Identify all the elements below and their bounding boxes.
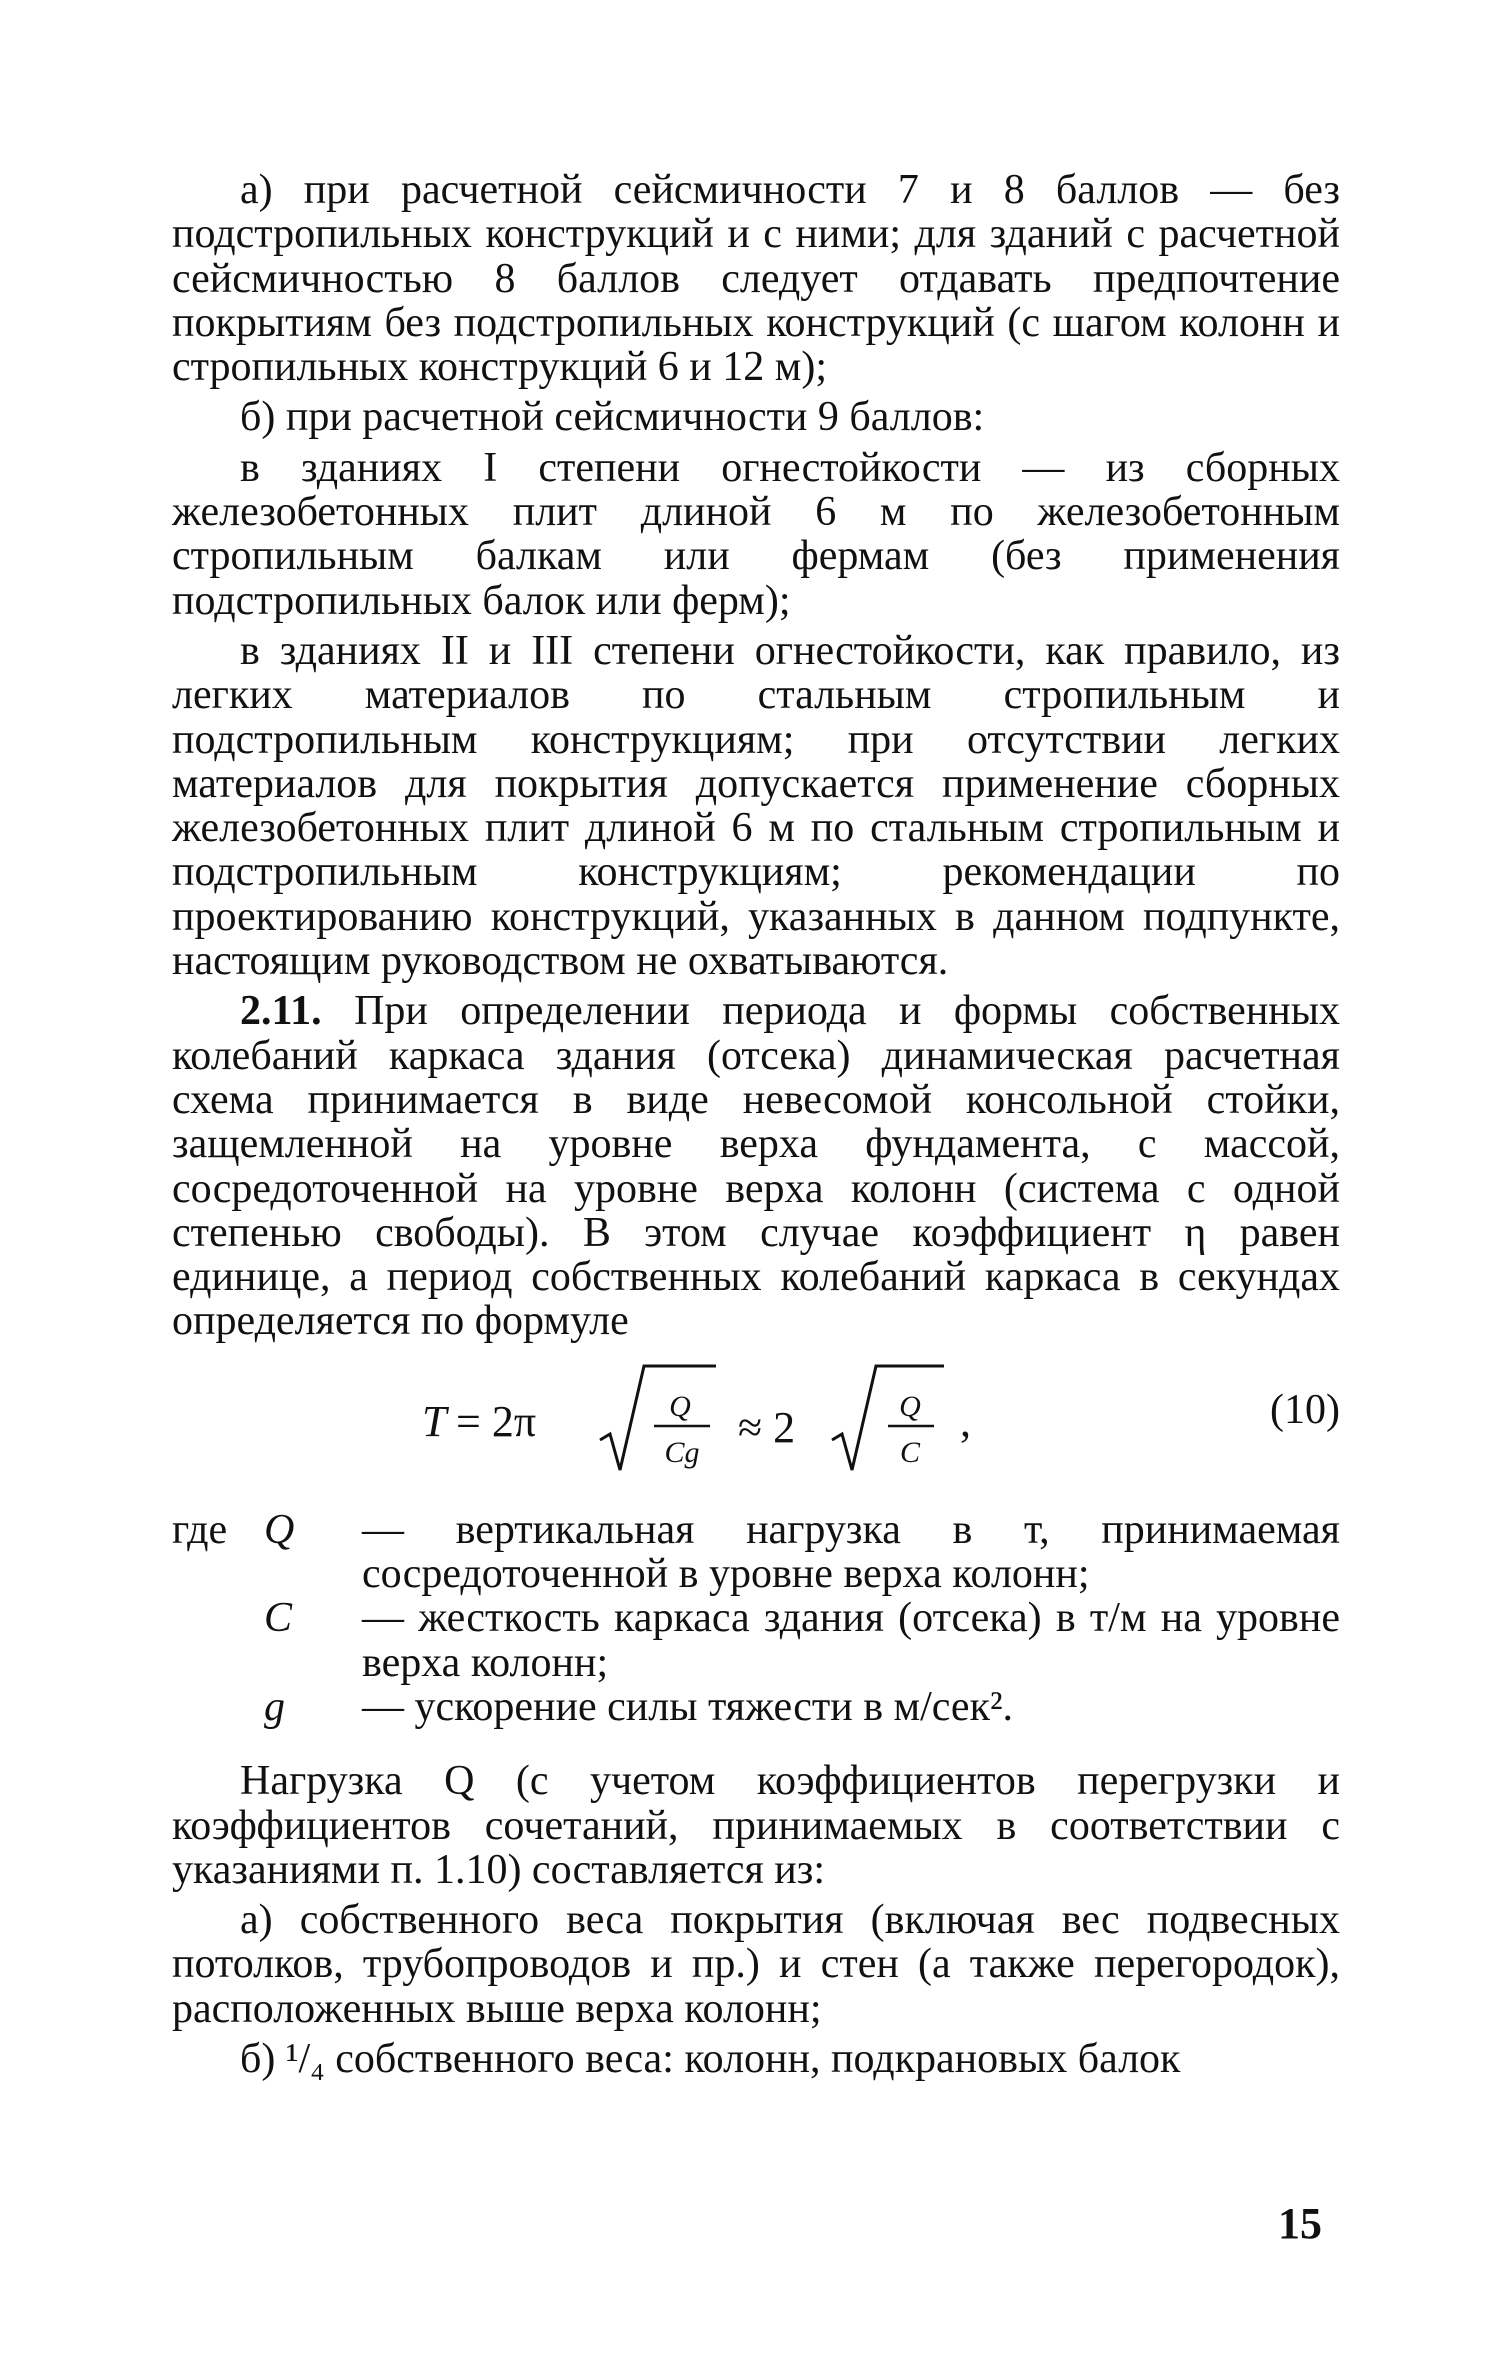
formula-numerator-2: Q — [899, 1389, 921, 1423]
page-body — [172, 168, 1340, 2081]
paragraph-load-a: а) собственного веса покрытия (включая вес подвесных потолков, трубопроводов и пр.) и стен (а также перегородок), расположенных выше верха колонн; — [172, 1897, 1340, 2032]
formula-10 — [172, 1358, 1340, 1478]
sqrt-sign-2 — [832, 1366, 944, 1470]
where-list — [172, 1508, 1340, 1729]
formula-number: (10) — [1270, 1386, 1340, 1433]
where-symbol: Q — [264, 1506, 295, 1553]
formula-approx: ≈ 2 — [738, 1402, 796, 1452]
section-text: При определении периода и формы собственных колебаний каркаса здания (отсека) динамическая расчетная схема принимается в виде невесомой консольной стойки, защемленной на уровне верха фундамента, с массой, сосредоточенной на уровне верха колонн (система с одной степенью свободы). В этом случае коэффициент η равен единице, а период собственных колебаний каркаса в секундах определяется по формуле — [172, 988, 1340, 1345]
where-definition: — ускорение силы тяжести в м/сек². — [362, 1683, 1014, 1730]
paragraph-a: а) при расчетной сейсмичности 7 и 8 баллов — без подстропильных конструкций и с ними; для зданий с расчетной сейсмичностью 8 баллов следует отдавать предпочтение покрытиям без подстропильных конструкций (с шагом колонн и стропильных конструкций 6 и 12 м); — [172, 167, 1340, 391]
formula-denominator-2: C — [899, 1435, 921, 1469]
formula-expression — [422, 1358, 1122, 1478]
paragraph-load: Нагрузка Q (с учетом коэффициентов перегрузки и коэффициентов сочетаний, принимаемых в соответствии с указаниями п. 1.10) составляется из: — [172, 1758, 1340, 1893]
where-definition: — вертикальная нагрузка в т, принимаемая сосредоточенной в уровне верха колонн; — [362, 1506, 1340, 1598]
paragraph-b-fire-class-1: в зданиях I степени огнестойкости — из сборных железобетонных плит длиной 6 м по железобетонным стропильным балкам или фермам (без применения подстропильных балок или ферм); — [172, 444, 1340, 624]
where-item-g — [172, 1685, 1340, 1729]
formula-denominator-1: Cg — [664, 1435, 700, 1469]
formula-lhs: T — [422, 1396, 447, 1446]
where-symbol: C — [264, 1595, 293, 1642]
formula-eq: = 2π — [456, 1396, 537, 1446]
where-item-c — [172, 1596, 1340, 1685]
where-symbol: g — [264, 1683, 285, 1730]
where-definition: — жесткость каркаса здания (отсека) в т/м на уровне верха колонн; — [362, 1595, 1340, 1686]
formula-comma: , — [960, 1396, 971, 1446]
paragraph-b-fire-class-2-3: в зданиях II и III степени огнестойкости, как правило, из легких материалов по стальным стропильным и подстропильным конструкциям; при отсутствии легких материалов для покрытия допускается применение сборных железобетонных плит длиной 6 м по стальным стропильным и подстропильным конструкциям; рекомендации по проектированию конструкций, указанных в данном подпункте, настоящим руководством не охватываются. — [172, 627, 1340, 985]
section-2-11 — [172, 989, 1340, 1343]
where-item-q — [172, 1508, 1340, 1597]
paragraph-load-b: б) ¹/₄ собственного веса: колонн, подкрановых балок — [240, 2035, 1181, 2082]
page-number: 15 — [1278, 2199, 1322, 2248]
formula-numerator-1: Q — [669, 1389, 691, 1423]
section-number: 2.11. — [240, 988, 322, 1035]
paragraph-b: б) при расчетной сейсмичности 9 баллов: — [240, 394, 985, 441]
where-lead: где — [172, 1506, 228, 1553]
